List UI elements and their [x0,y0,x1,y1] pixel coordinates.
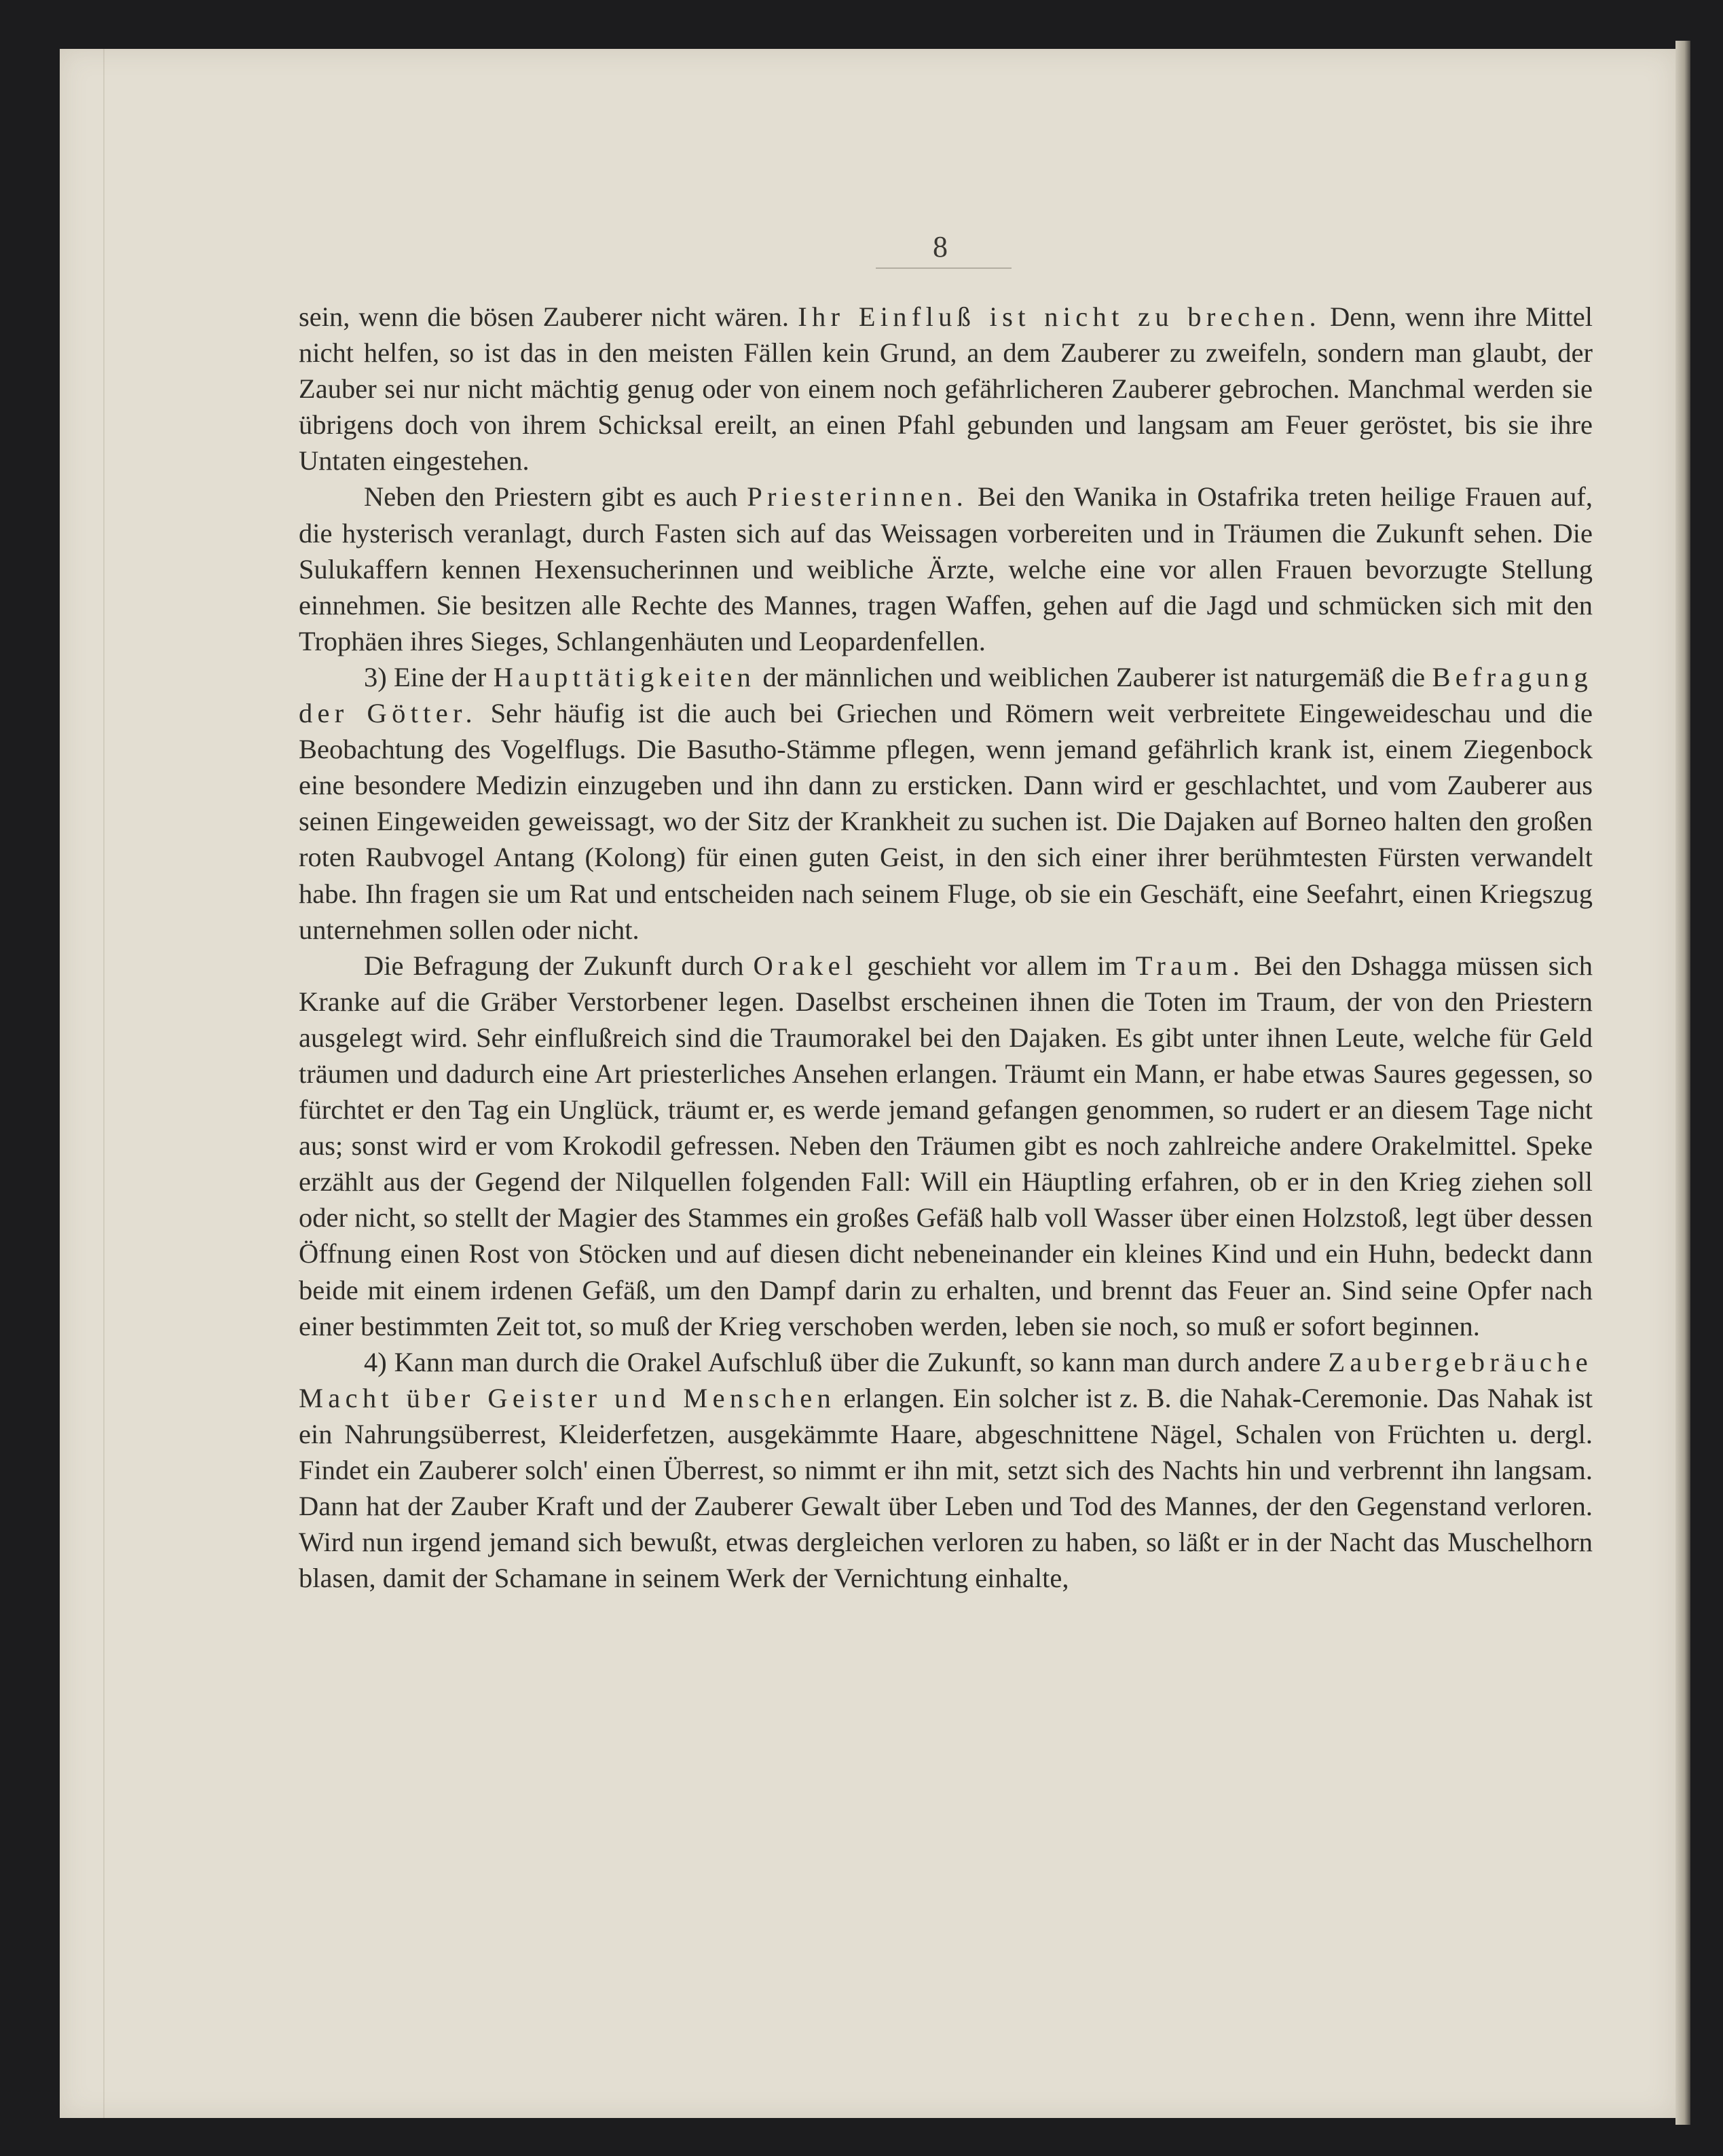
spaced-emphasis: Haupttätigkeiten [493,661,756,692]
text-run: Neben den Priestern gibt es auch [364,481,747,513]
text-run: Bei den Wanika in Ostafrika treten heilige Frauen auf, die hysterisch veranlagt, durch Fasten sich auf das Weissagen vorbereiten und in Träumen die Zukunft sehen. Die Sulukaffern kennen Hexensucherinnen und weibliche Ärzte, welche eine vor allen Frauen bevorzugte Stellung einnehmen. Sie besitzen alle Rechte des Mannes, tragen Waffen, gehen auf die Jagd und schmücken sich mit den Trophäen ihres Sieges, Schlangenhäuten und Leopardenfellen. [299,481,1593,656]
spaced-emphasis: Ihr Einfluß ist nicht zu brechen. [798,301,1321,332]
paragraph-4 [299,948,1593,1344]
spaced-emphasis: Traum. [1135,950,1245,981]
spaced-emphasis: Befragung der Götter. [299,661,1593,729]
text-run: erlangen. Ein solcher ist z. B. die Nahak-Ceremonie. Das Nahak ist ein Nahrungsüberrest, Kleiderfetzen, ausgekämmte Haare, abgeschnittene Nägel, Schalen von Früchten u. dergl. Findet ein Zauberer solch' einen Überrest, so nimmt er ihn mit, setzt sich des Nachts hin und verbrennt ihn langsam. Dann hat der Zauber Kraft und der Zauberer Gewalt über Leben und Tod des Mannes, der den Gegenstand verloren. Wird nun irgend jemand sich bewußt, etwas dergleichen verloren zu haben, so läßt er in der Nacht das Muschelhorn blasen, damit der Schamane in seinem Werk der Vernichtung einhalte, [299,1382,1593,1594]
page-number: 8 [933,230,948,263]
page-fold-line [103,49,105,2118]
text-run: 4) Kann man durch die Orakel Aufschluß über die Zukunft, so kann man durch andere [364,1346,1329,1377]
text-run: geschieht vor allem im [857,950,1136,981]
text-run: Denn, wenn ihre Mittel nicht helfen, so ist das in den meisten Fällen kein Grund, an dem Zauberer zu zweifeln, sondern man glaubt, der Zauber sei nur nicht mächtig genug oder von einem noch gefährlicheren Zauberer gebrochen. Manchmal werden sie übrigens doch von ihrem Schicksal ereilt, an einen Pfahl gebunden und langsam am Feuer geröstet, bis sie ihre Untaten eingestehen. [299,301,1593,477]
spaced-emphasis: Priesterinnen. [747,481,969,513]
page-edge [1675,41,1690,2125]
text-run: Sehr häufig ist die auch bei Griechen und Römern weit verbreitete Eingeweideschau und die Beobachtung des Vogelflugs. Die Basutho-Stämme pflegen, wenn jemand gefährlich krank ist, einem Ziegenbock eine besondere Medizin einzugeben und ihn dann zu ersticken. Dann wird er geschlachtet, und vom Zauberer aus seinen Eingeweiden geweissagt, wo der Sitz der Krankheit zu suchen ist. Die Dajaken auf Borneo halten den großen roten Raubvogel Antang (Kolong) für einen guten Geist, in den sich einer ihrer berühmtesten Fürsten verwandelt habe. Ihn fragen sie um Rat und entscheiden nach seinem Fluge, ob sie ein Geschäft, eine Seefahrt, einen Kriegszug unternehmen sollen oder nicht. [299,698,1593,945]
spaced-emphasis: Zaubergebräuche Macht über Geister und Menschen [299,1346,1593,1413]
page-number-rule [876,267,1012,269]
spaced-emphasis: Orakel [753,950,858,981]
text-run: der männlichen und weiblichen Zauberer ist naturgemäß die [756,661,1432,692]
text-run: Bei den Dshagga müssen sich Kranke auf die Gräber Verstorbener legen. Daselbst erscheinen ihnen die Toten im Traum, der von den Priestern ausgelegt wird. Sehr einflußreich sind die Traumorakel bei den Dajaken. Es gibt unter ihnen Leute, welche für Geld träumen und dadurch eine Art priesterliches Ansehen erlangen. Träumt ein Mann, er habe etwas Saures gegessen, so fürchtet er den Tag ein Unglück, träumt er, es werde jemand gefangen genommen, so rudert er an diesem Tage nicht aus; sonst wird er vom Krokodil gefressen. Neben den Träumen gibt es noch zahlreiche andere Orakelmittel. Speke erzählt aus der Gegend der Nilquellen folgenden Fall: Will ein Häuptling erfahren, ob er in den Krieg ziehen soll oder nicht, so stellt der Magier des Stammes ein großes Gefäß halb voll Wasser über einen Holzstoß, legt über dessen Öffnung einen Rost von Stöcken und auf diesen dicht nebeneinander ein kleines Kind und ein Huhn, bedeckt dann beide mit einem irdenen Gefäß, um den Dampf darin zu erhalten, und brennt das Feuer an. Sind seine Opfer nach einer bestimmten Zeit tot, so muß der Krieg verschoben werden, leben sie noch, so muß er sofort beginnen. [299,950,1593,1341]
paragraph-5 [299,1344,1593,1597]
text-run: 3) Eine der [364,661,494,692]
text-run: sein, wenn die bösen Zauberer nicht wären. [299,301,798,332]
paragraph-2 [299,479,1593,658]
paragraph-3 [299,659,1593,948]
paragraph-1 [299,299,1593,479]
text-run: Die Befragung der Zukunft durch [364,950,754,981]
body-text [299,299,1593,1596]
